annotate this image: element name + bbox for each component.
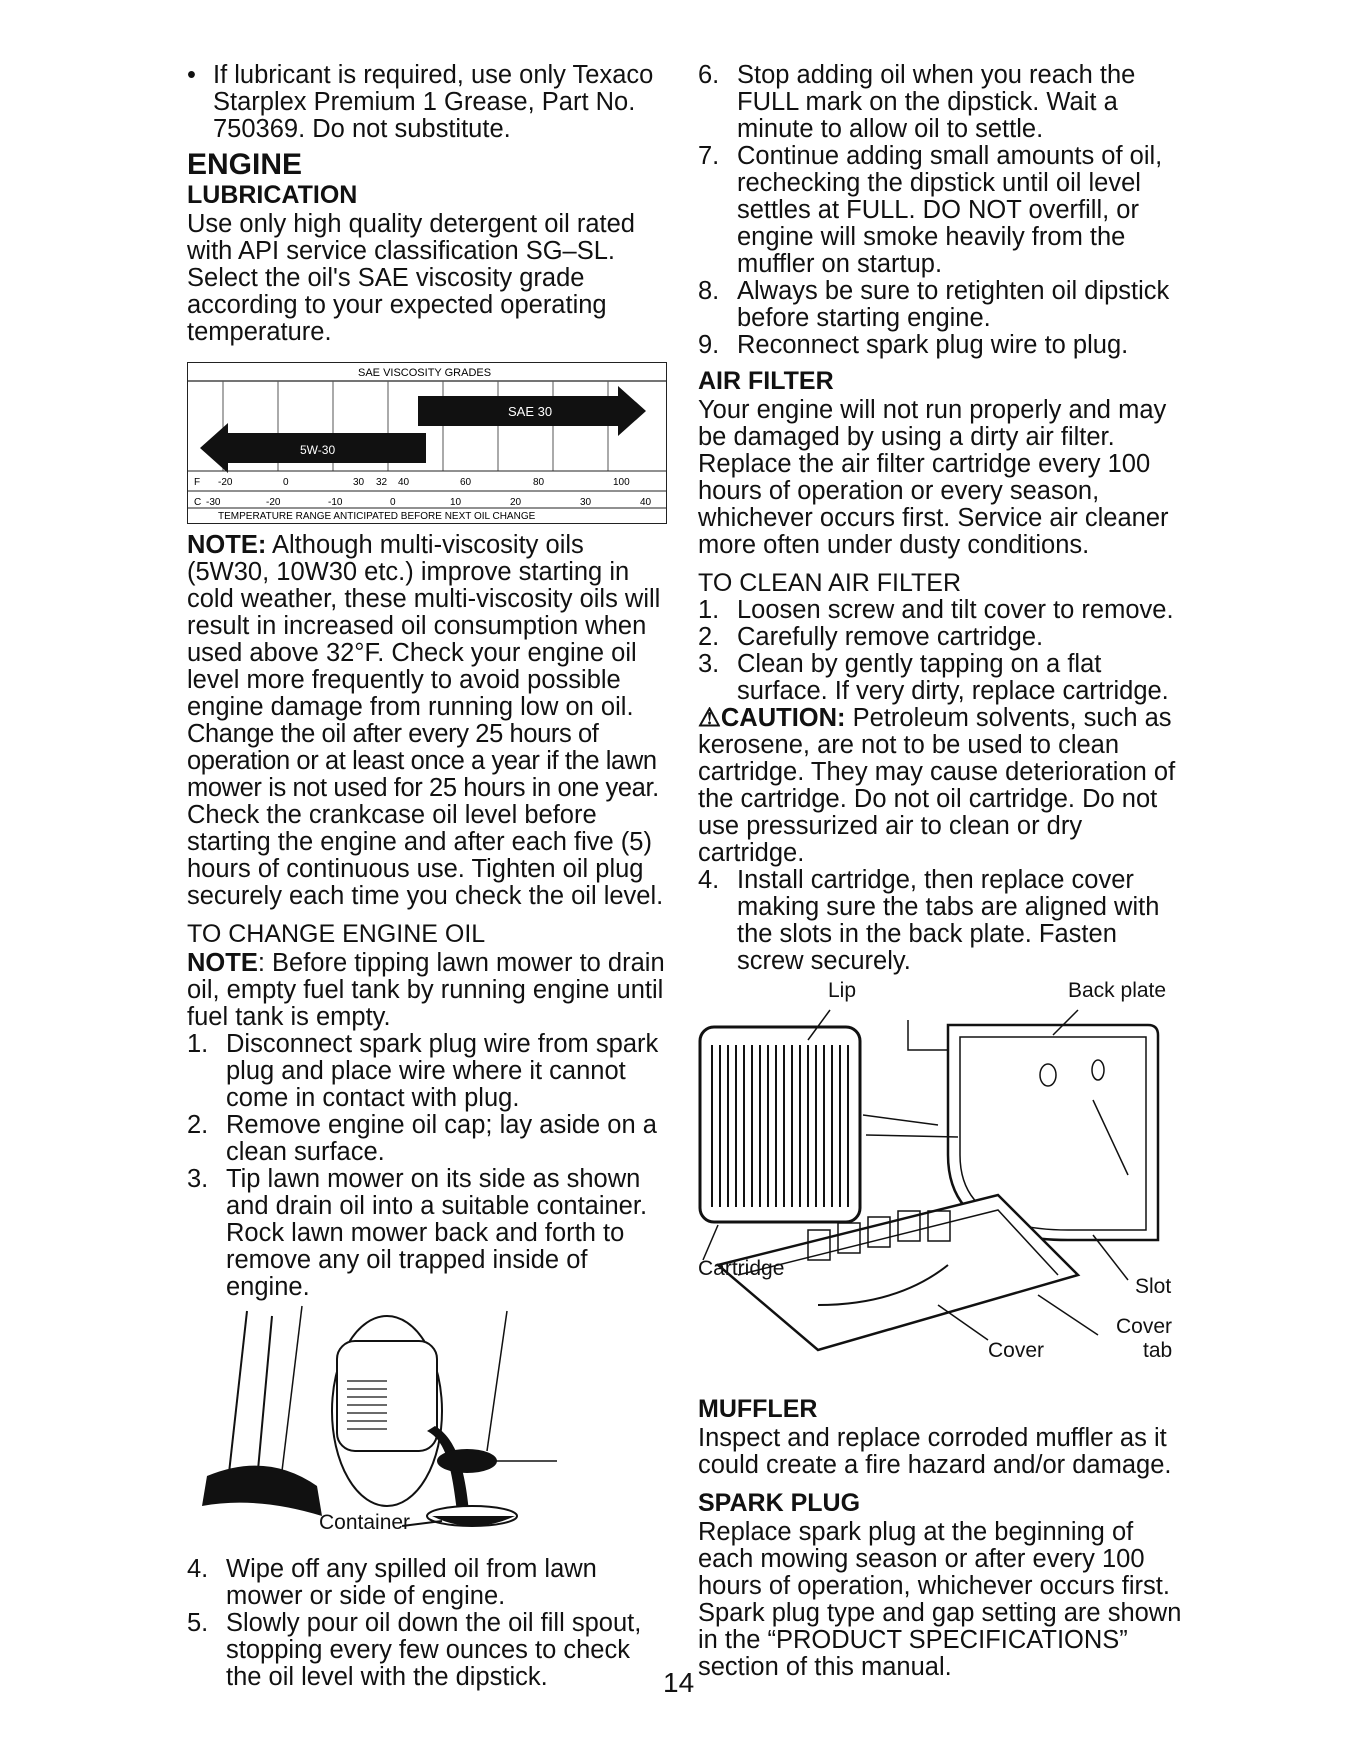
step-number: 4.: [698, 866, 720, 894]
c-tick: 30: [580, 497, 592, 508]
warning-icon: ⚠: [698, 704, 721, 732]
c-tick: 40: [640, 497, 652, 508]
note2-text: : Before tipping lawn mower to drain oil, empty fuel tank by running engine until fuel tank is empty.: [187, 949, 665, 1031]
spark-plug-heading: SPARK PLUG: [698, 1489, 861, 1517]
c-scale-label: C: [194, 497, 202, 508]
list-item: [698, 278, 1186, 332]
caution-text: Petroleum solvents, such as kerosene, are not to be used to clean cartridge. They may cause deterioration of the cartridge. Do not oil cartridge. Do not use pressurized air to clean or dry cartridge.: [698, 704, 1176, 867]
viscosity-chart: [187, 362, 667, 524]
list-item: [698, 867, 1186, 975]
right-column: [698, 62, 1186, 1681]
step-number: 3.: [698, 650, 720, 678]
step-number: 8.: [698, 277, 720, 305]
engine-heading: ENGINE: [187, 148, 303, 181]
step-text: Install cartridge, then replace cover making sure the tabs are aligned with the slots in the back plate. Fasten screw securely.: [737, 866, 1160, 975]
step-number: 3.: [187, 1165, 209, 1193]
note-label: NOTE:: [187, 531, 267, 559]
list-item: [698, 143, 1186, 278]
step-number: 1.: [698, 596, 720, 624]
list-item: [187, 1556, 667, 1610]
list-item: [698, 597, 1186, 624]
step-text: Continue adding small amounts of oil, rechecking the dipstick until oil level settles at FULL. DO NOT overfill, or engine will smoke heavily from the muffler on startup.: [737, 142, 1163, 278]
step-text: Reconnect spark plug wire to plug.: [737, 331, 1129, 359]
note-paragraph: [187, 532, 667, 721]
back-plate-label: Back plate: [1068, 979, 1167, 1002]
c-tick: 20: [510, 497, 522, 508]
list-item: [187, 1610, 667, 1691]
step-text: Carefully remove cartridge.: [737, 623, 1044, 651]
c-tick: -10: [328, 497, 343, 508]
step-text: Disconnect spark plug wire from spark plug and place wire where it cannot come in contact with plug.: [226, 1030, 659, 1112]
list-item: [698, 62, 1186, 143]
f-tick: 40: [398, 477, 410, 488]
step-text: Remove engine oil cap; lay aside on a clean surface.: [226, 1111, 657, 1166]
list-item: [698, 332, 1186, 359]
step-number: 9.: [698, 331, 720, 359]
viscosity-chart-graphic: [188, 363, 666, 523]
muffler-text: Inspect and replace corroded muffler as it could create a fire hazard and/or damage.: [698, 1424, 1172, 1479]
lubrication-heading: LUBRICATION: [187, 181, 358, 209]
lubrication-text: Use only high quality detergent oil rated with API service classification SG–SL. Select the oil's SAE viscosity grade according to your expected operating temperature.: [187, 210, 635, 346]
note-text: Although multi-viscosity oils (5W30, 10W30 etc.) improve starting in cold weather, these multi-viscosity oils will result in increased oil consumption when used above 32°F. Check your engine oil level more frequently to avoid possible engine damage from running low on oil.: [187, 531, 661, 721]
step-text: Wipe off any spilled oil from lawn mower or side of engine.: [226, 1555, 597, 1610]
cover-tab-label-2: tab: [1143, 1339, 1173, 1362]
f-tick: 0: [283, 477, 289, 488]
change-oil-text: Change the oil after every 25 hours of operation or at least once a year if the lawn mower is not used for 25 hours in one year.: [187, 720, 659, 802]
f-tick: 100: [613, 477, 630, 488]
step-text: Tip lawn mower on its side as shown and drain oil into a suitable container. Rock lawn mower back and forth to remove any oil trapped inside of engine.: [226, 1165, 648, 1301]
f-tick: 60: [460, 477, 472, 488]
f-tick: 80: [533, 477, 545, 488]
step-number: 1.: [187, 1030, 209, 1058]
air-filter-heading: AIR FILTER: [698, 367, 834, 395]
band-5w30-label: 5W-30: [300, 443, 336, 457]
cover-tab-label-1: Cover: [1116, 1315, 1173, 1338]
clean-air-filter-heading: TO CLEAN AIR FILTER: [698, 569, 962, 597]
f-tick: 30: [353, 477, 365, 488]
left-column: [187, 62, 667, 1691]
note2-paragraph: [187, 950, 667, 1031]
step-number: 2.: [698, 623, 720, 651]
step-text: Loosen screw and tilt cover to remove.: [737, 596, 1174, 624]
muffler-heading: MUFFLER: [698, 1395, 818, 1423]
caution-paragraph: [698, 705, 1186, 867]
container-label: Container: [319, 1511, 411, 1534]
c-tick: 0: [390, 497, 396, 508]
grease-bullet: • If lubricant is required, use only Texaco Starplex Premium 1 Grease, Part No. 750369. Do not substitute.: [187, 62, 667, 143]
list-item: [698, 624, 1186, 651]
air-filter-illustration: [698, 975, 1186, 1395]
c-tick: 10: [450, 497, 462, 508]
step-number: 7.: [698, 142, 720, 170]
change-oil-heading: TO CHANGE ENGINE OIL: [187, 920, 486, 948]
lip-label: Lip: [828, 979, 857, 1002]
list-item: [187, 1166, 667, 1301]
f-tick: 32: [376, 477, 388, 488]
cover-label: Cover: [988, 1339, 1045, 1362]
step-number: 5.: [187, 1609, 209, 1637]
step-text: Stop adding oil when you reach the FULL mark on the dipstick. Wait a minute to allow oil to settle.: [737, 61, 1136, 143]
band-sae30-label: SAE 30: [508, 404, 553, 419]
step-number: 6.: [698, 61, 720, 89]
page-number: 14: [663, 1667, 695, 1698]
check-oil-text: Check the crankcase oil level before starting the engine and after each five (5) hours of continuous use. Tighten oil plug securely each time you check the oil level.: [187, 801, 664, 910]
list-item: [698, 651, 1186, 705]
slot-label: Slot: [1135, 1275, 1172, 1298]
chart-footer: TEMPERATURE RANGE ANTICIPATED BEFORE NEXT OIL CHANGE: [218, 511, 536, 522]
note2-label: NOTE: [187, 949, 258, 977]
air-filter-text: Your engine will not run properly and may be damaged by using a dirty air filter. Replace the air filter cartridge every 100 hours of operation or every season, whichever occurs first. Service air cleaner more often under dusty conditions.: [698, 396, 1169, 559]
caution-label: CAUTION:: [720, 704, 846, 732]
oil-drain-illustration: [187, 1301, 667, 1556]
step-number: 2.: [187, 1111, 209, 1139]
f-scale-label: F: [194, 477, 201, 488]
step-text: Slowly pour oil down the oil fill spout, stopping every few ounces to check the oil level with the dipstick.: [226, 1609, 642, 1691]
chart-title: SAE VISCOSITY GRADES: [358, 367, 492, 379]
list-item: [187, 1112, 667, 1166]
c-tick: -20: [266, 497, 281, 508]
spark-plug-text: Replace spark plug at the beginning of each mowing season or after every 100 hours of operation, whichever occurs first. Spark plug type and gap setting are shown in the “PRODUCT SPECIFICATIONS” section of this manual.: [698, 1518, 1182, 1681]
step-text: Always be sure to retighten oil dipstick before starting engine.: [737, 277, 1170, 332]
c-tick: -30: [206, 497, 221, 508]
f-tick: -20: [218, 477, 233, 488]
list-item: [187, 1031, 667, 1112]
step-text: Clean by gently tapping on a flat surface. If very dirty, replace cartridge.: [737, 650, 1169, 705]
step-number: 4.: [187, 1555, 209, 1583]
cartridge-label: Cartridge: [698, 1257, 785, 1280]
